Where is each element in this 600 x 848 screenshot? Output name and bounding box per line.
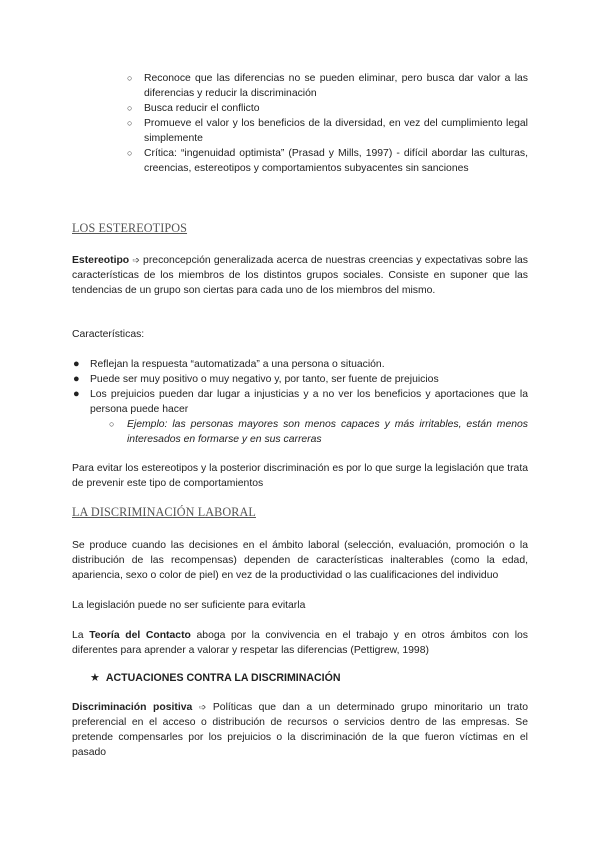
- arrow-icon: ➩: [198, 702, 207, 712]
- term-teoria-contacto: Teoría del Contacto: [89, 630, 191, 641]
- list-item: ○ Promueve el valor y los beneficios de la diversidad, en vez del cumplimiento legal simplemente: [127, 118, 528, 144]
- section-heading-estereotipos: LOS ESTEREOTIPOS: [72, 221, 188, 235]
- features-list: [72, 357, 528, 447]
- list-item: ○ Crítica: “ingenuidad optimista” (Prasad y Mills, 1997) - difícil abordar las culturas, creencias, estereotipos y comportamientos subyacentes sin sanciones: [127, 148, 528, 174]
- dot-bullet-icon: ●: [73, 373, 80, 385]
- definition-paragraph: Estereotipo ➩ preconcepción generalizada acerca de nuestras creencias y expectativas sobre las características de los miembros de los distintos grupos sociales. Consiste en suponer que las tendencias de un grupo son ciertas para cada uno de los miembros del mismo.: [72, 255, 528, 296]
- paragraph-teoria-contacto: La Teoría del Contacto aboga por la convivencia en el trabajo y en otros ámbitos con los diferentes para aprender a valorar y respetar las diferencias (Pettigrew, 1998): [72, 630, 528, 656]
- term-discriminacion-positiva: Discriminación positiva: [72, 702, 193, 713]
- list-item: ● Los prejuicios pueden dar lugar a injusticias y a no ver los beneficios y aportaciones que la persona puede hacer: [73, 388, 528, 415]
- top-list: [72, 71, 528, 176]
- star-heading: ★ ACTUACIONES CONTRA LA DISCRIMINACIÓN: [90, 672, 341, 684]
- paragraph-legislacion: La legislación puede no ser suficiente para evitarla: [72, 600, 306, 611]
- dot-bullet-icon: ●: [73, 388, 80, 400]
- closing-paragraph: Para evitar los estereotipos y la posterior discriminación es por lo que surge la legislación que trata de prevenir este tipo de comportamientos: [72, 463, 528, 489]
- list-item: ○ Busca reducir el conflicto: [127, 103, 260, 114]
- list-item: ○ Reconoce que las diferencias no se pueden eliminar, pero busca dar valor a las diferencias y reducir la discriminación: [127, 73, 528, 99]
- circle-bullet-icon: ○: [109, 419, 115, 429]
- section-heading-discriminacion: LA DISCRIMINACIÓN LABORAL: [72, 505, 256, 519]
- paragraph-discriminacion-positiva: Discriminación positiva ➩ Políticas que dan a un determinado grupo minoritario un trato preferencial en el acceso o distribución de recursos o servicios dentro de las empresas. Se pretende compensarles por los prejuicios o la discriminación de la que fueron víctimas en el pasado: [72, 702, 528, 758]
- dot-bullet-icon: ●: [73, 358, 80, 370]
- list-item-example: ○ Ejemplo: las personas mayores son menos capaces y más irritables, están menos interesados en formarse y en sus carreras: [109, 419, 528, 445]
- list-item: ● Puede ser muy positivo o muy negativo y, por tanto, ser fuente de prejuicios: [73, 373, 439, 385]
- paragraph-discriminacion: Se produce cuando las decisiones en el ámbito laboral (selección, evaluación, promoción o la distribución de las recompensas) dependen de características inalterables (como la edad, apariencia, sexo o color de piel) en vez de la productividad o las cualificaciones del individuo: [72, 540, 528, 581]
- features-label: Características:: [72, 329, 145, 340]
- term-estereotipo: Estereotipo: [72, 255, 130, 266]
- list-item: ● Reflejan la respuesta “automatizada” a una persona o situación.: [73, 358, 385, 370]
- circle-bullet-icon: ○: [127, 103, 133, 113]
- star-icon: ★: [90, 672, 100, 684]
- circle-bullet-icon: ○: [127, 118, 133, 128]
- circle-bullet-icon: ○: [127, 73, 133, 83]
- arrow-icon: ➩: [132, 255, 140, 265]
- circle-bullet-icon: ○: [127, 148, 133, 158]
